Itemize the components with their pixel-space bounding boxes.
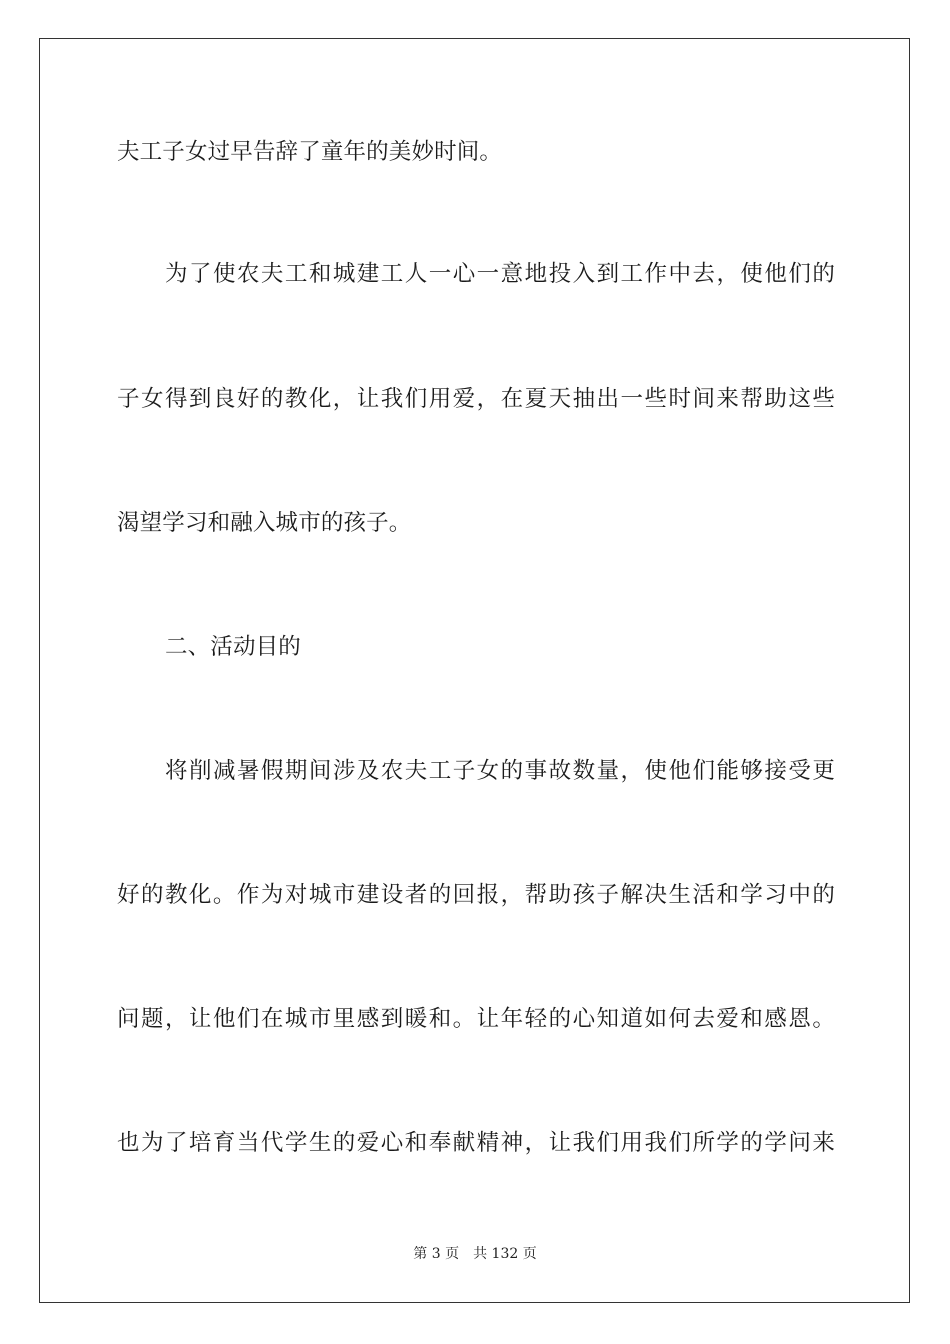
paragraph-line: 也为了培育当代学生的爱心和奉献精神，让我们用我们所学的学问来 <box>117 1130 835 1156</box>
paragraph-line: 子女得到良好的教化，让我们用爱，在夏天抽出一些时间来帮助这些 <box>117 386 835 412</box>
paragraph-line: 夫工子女过早告辞了童年的美妙时间。 <box>117 139 503 165</box>
paragraph-line: 将削减暑假期间涉及农夫工子女的事故数量，使他们能够接受更 <box>165 758 835 784</box>
paragraph-line: 好的教化。作为对城市建设者的回报，帮助孩子解决生活和学习中的 <box>117 882 835 908</box>
paragraph-line: 问题，让他们在城市里感到暖和。让年轻的心知道如何去爱和感恩。 <box>117 1006 835 1032</box>
section-heading: 二、活动目的 <box>165 634 301 660</box>
page-border <box>39 38 910 1303</box>
page-number-footer: 第 3 页 共 132 页 <box>413 1246 537 1262</box>
paragraph-line: 渴望学习和融入城市的孩子。 <box>117 510 412 536</box>
paragraph-line: 为了使农夫工和城建工人一心一意地投入到工作中去，使他们的 <box>165 261 835 287</box>
